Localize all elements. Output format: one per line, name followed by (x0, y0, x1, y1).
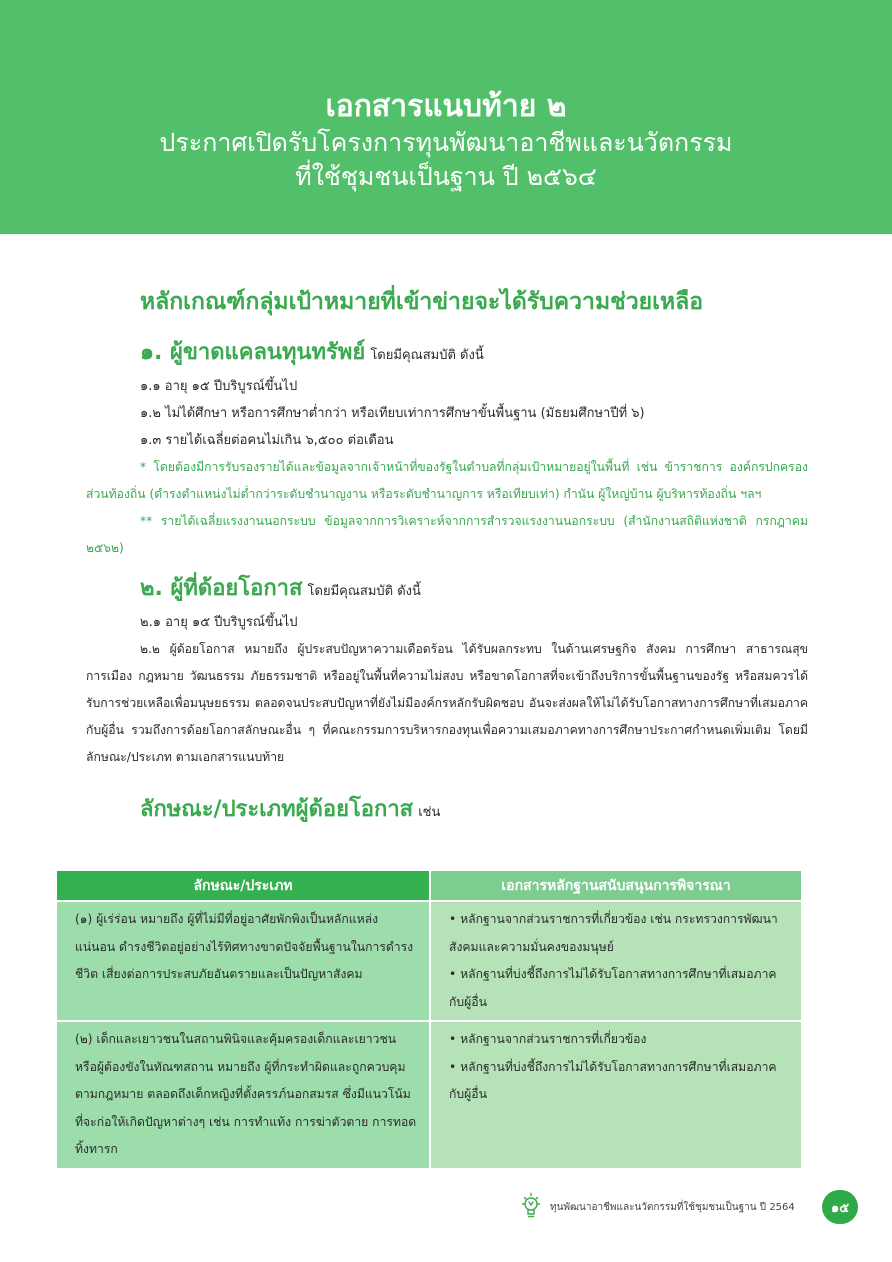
page-number: ๑๕ (822, 1190, 858, 1224)
table-cell-type: (๑) ผู้เร่ร่อน หมายถึง ผู้ที่ไม่มีที่อยู่อาศัยพักพิงเป็นหลักแหล่งแน่นอน ดำรงชีวิตอยู่อย่างไร้ทิศทางขาดปัจจัยพื้นฐานในการดำรงชีวิต เสี่ยงต่อการประสบภัยอันตรายและเป็นปัญหาสังคม (56, 901, 430, 1021)
section2-suffix: โดยมีคุณสมบัติ ดังนี้ (307, 584, 421, 599)
doc-bullet: • หลักฐานจากส่วนราชการที่เกี่ยวข้อง (449, 1032, 647, 1046)
table-row (56, 901, 802, 1021)
section2-item1: ๒.๑ อายุ ๑๕ ปีบริบูรณ์ขึ้นไป (140, 615, 298, 630)
section1-item: ๑.๒ ไม่ได้ศึกษา หรือการศึกษาต่ำกว่า หรือเทียบเท่าการศึกษาขั้นพื้นฐาน (มัธยมศึกษาปีที่ ๖) (140, 406, 645, 421)
table-cell-docs (430, 901, 802, 1021)
section3-heading (86, 793, 808, 830)
page-title: เอกสารแนบท้าย ๒ (325, 89, 567, 124)
doc-bullet: • หลักฐานจากส่วนราชการที่เกี่ยวข้อง เช่น กระทรวงการพัฒนาสังคมและความมั่นคงของมนุษย์ (449, 912, 778, 954)
table-cell-docs (430, 1021, 802, 1169)
section3-title: ลักษณะ/ประเภทผู้ด้อยโอกาส (140, 797, 414, 822)
doc-bullet: • หลักฐานที่บ่งชี้ถึงการไม่ได้รับโอกาสทางการศึกษาที่เสมอภาคกับผู้อื่น (449, 1059, 777, 1101)
section1-item: ๑.๑ อายุ ๑๕ ปีบริบูรณ์ขึ้นไป (140, 379, 298, 394)
table-row (56, 1021, 802, 1169)
section3-suffix: เช่น (418, 805, 441, 820)
main-heading: หลักเกณฑ์กลุ่มเป้าหมายที่เข้าข่ายจะได้รับความช่วยเหลือ (140, 289, 704, 315)
table-cell-type: (๒) เด็กและเยาวชนในสถานพินิจและคุ้มครองเด็กและเยาวชนหรือผู้ต้องขังในทัณฑสถาน หมายถึง ผู้ที่กระทำผิดและถูกควบคุมตามกฎหมาย ตลอดถึงเด็กหญิงที่ตั้งครรภ์นอกสมรส ซึ่งมีแนวโน้มที่จะก่อให้เกิดปัญหาต่างๆ เช่น การทำแท้ง การฆ่าตัวตาย การทอดทิ้งทารก (56, 1021, 430, 1169)
header-banner (0, 0, 892, 234)
table-header-docs: เอกสารหลักฐานสนับสนุนการพิจารณา (430, 870, 802, 901)
section1-title: ๑. ผู้ขาดแคลนทุนทรัพย์ (140, 340, 366, 365)
section2-heading (86, 572, 808, 609)
lightbulb-icon (520, 1192, 542, 1222)
document-body (86, 282, 808, 830)
section1-item: ๑.๓ รายได้เฉลี่ยต่อคนไม่เกิน ๖,๕๐๐ ต่อเดือน (140, 433, 394, 448)
footer-text: ทุนพัฒนาอาชีพและนวัตกรรมที่ใช้ชุมชนเป็นฐาน ปี 2564 (550, 1201, 795, 1213)
section1-suffix: โดยมีคุณสมบัติ ดังนี้ (370, 348, 484, 363)
section1-note1: * โดยต้องมีการรับรองรายได้และข้อมูลจากเจ้าหน้าที่ของรัฐในตำบลที่กลุ่มเป้าหมายอยู่ในพื้นที่ เช่น ข้าราชการ องค์กรปกครองส่วนท้องถิ่น (ดำรงตำแหน่งไม่ต่ำกว่าระดับชำนาญงาน หรือระดับชำนาญการ หรือเทียบเท่า) กำนัน ผู้ใหญ่บ้าน ผู้บริหารท้องถิ่น ฯลฯ (86, 460, 808, 501)
section1-heading (86, 336, 808, 373)
section2-title: ๒. ผู้ที่ด้อยโอกาส (140, 576, 303, 601)
page-subtitle-line1: ประกาศเปิดรับโครงการทุนพัฒนาอาชีพและนวัตกรรม (159, 128, 733, 157)
section2-item2: ๒.๒ ผู้ด้อยโอกาส หมายถึง ผู้ประสบปัญหาความเดือดร้อน ได้รับผลกระทบ ในด้านเศรษฐกิจ สังคม การศึกษา สาธารณสุข การเมือง กฎหมาย วัฒนธรรม ภัยธรรมชาติ หรืออยู่ในพื้นที่ความไม่สงบ หรือขาดโอกาสที่จะเข้าถึงบริการขั้นพื้นฐานของรัฐ หรือสมควรได้รับการช่วยเหลือเพื่อมนุษยธรรม ตลอดจนประสบปัญหาที่ยังไม่มีองค์กรหลักรับผิดชอบ อันจะส่งผลให้ไม่ได้รับโอกาสทางการศึกษาที่เสมอภาคกับผู้อื่น รวมถึงการด้อยโอกาสลักษณะอื่น ๆ ที่คณะกรรมการบริหารกองทุนเพื่อความเสมอภาคทางการศึกษาประกาศกำหนดเพิ่มเติม โดยมีลักษณะ/ประเภท ตามเอกสารแนบท้าย (86, 642, 808, 764)
table-header-type: ลักษณะ/ประเภท (56, 870, 430, 901)
doc-bullet: • หลักฐานที่บ่งชี้ถึงการไม่ได้รับโอกาสทางการศึกษาที่เสมอภาคกับผู้อื่น (449, 967, 777, 1009)
page-footer (520, 1190, 860, 1224)
table-header-row (56, 870, 802, 901)
section1-note2: ** รายได้เฉลี่ยแรงงานนอกระบบ ข้อมูลจากการวิเคราะห์จากการสำรวจแรงงานนอกระบบ (สำนักงานสถิติแห่งชาติ กรกฎาคม ๒๕๖๒) (86, 514, 808, 555)
page-subtitle-line2: ที่ใช้ชุมชนเป็นฐาน ปี ๒๕๖๔ (295, 162, 597, 191)
criteria-table (55, 869, 803, 1170)
